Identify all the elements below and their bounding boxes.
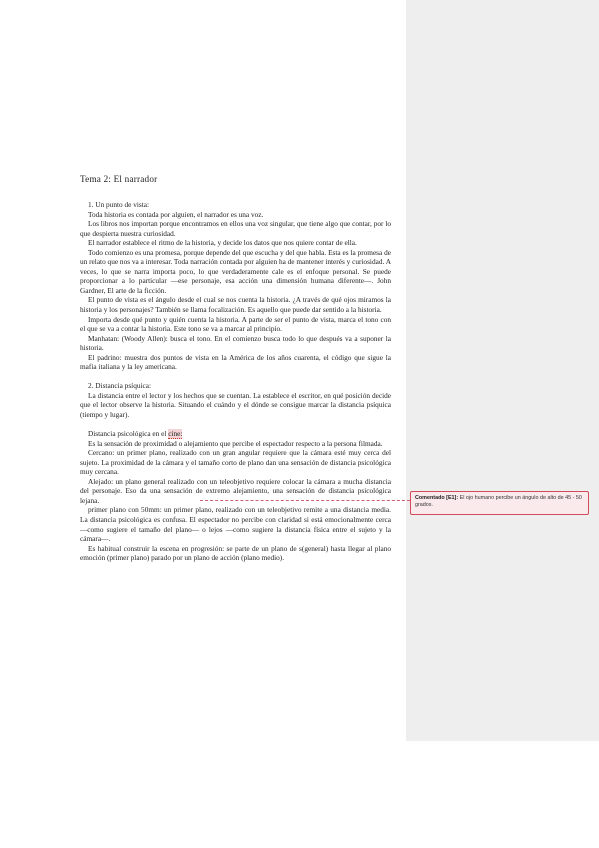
paragraph: Toda historia es contada por alguien, el narrador es una voz. [88, 209, 264, 219]
section-heading [80, 429, 391, 439]
section-heading: 2. Distancia psíquica: [88, 381, 152, 391]
paragraph: primer plano con 50mm: un primer plano, realizado con un teleobjetivo remite a una distancia media. La distancia psicológica es confusa. El espectador no percibe con claridad si está emocionalmente cerca —como sugiere el tamaño del plano— o lejos —como sugiere la distancia física entre el sujeto y la cámara—. [80, 505, 391, 544]
paragraph: Cercano: un primer plano, realizado con un gran angular requiere que la cámara esté muy cerca del sujeto. La proximidad de la cámara y el tamaño corto de plano dan una sensación de distancia psicológica muy cercana. [80, 448, 391, 477]
paragraph: El punto de vista es el ángulo desde el cual se nos cuenta la historia. ¿A través de qué ojos miramos la historia y los personajes? También se llama focalización. Es aquello que puede dar sentido a la historia. [80, 295, 391, 315]
comment-text: El ojo humano percibe un ángulo de alto de 45 - 50 grados. [415, 495, 582, 508]
comment-label: Comentado [E1]: [415, 495, 459, 501]
comment-margin-pane [406, 0, 599, 741]
section-heading: 1. Un punto de vista: [88, 200, 150, 209]
paragraph: El padrino: muestra dos puntos de vista en la América de los años cuarenta, el código que sigue la mafia italiana y la ley americana. [80, 352, 391, 372]
paragraph: Importa desde qué punto y quién cuenta la historia. A parte de ser el punto de vista, marca el tono con el que se va a contar la historia. Este tono se va a marcar al principio. [80, 314, 391, 334]
paragraph: La distancia entre el lector y los hechos que se cuentan. La establece el escritor, en qué posición decide que el lector observe la historia. Situando el cuándo y el dónde se consigue marcar la distancia psíquica (tiempo y lugar). [80, 390, 391, 419]
commented-text-highlight[interactable]: cine: [168, 429, 183, 439]
paragraph: Los libros nos importan porque encontramos en ellos una voz singular, que tiene algo que contar, por lo que despierta nuestra curiosidad. [80, 219, 391, 238]
comment-connector-line [200, 496, 410, 501]
heading-text: Distancia psicológica en el [88, 429, 169, 439]
paragraph: El narrador establece el ritmo de la historia, y decide los datos que nos quiere contar de ella. [88, 238, 357, 248]
paragraph: Es la sensación de proximidad o alejamiento que percibe el espectador respecto a la persona filmada. [88, 438, 383, 448]
document-page [80, 174, 391, 563]
paragraph: Es habitual construir la escena en progresión: se parte de un plano de s(general) hasta llegar al plano emoción (primer plano) parado por un plano de acción (plano medio). [80, 543, 391, 563]
document-title: Tema 2: El narrador [80, 174, 158, 184]
spacer [80, 420, 391, 430]
paragraph: Alejado: un plano general realizado con un teleobjetivo requiere colocar la cámara a mucha distancia del personaje. Eso da una sensación de extremo alejamiento, una sensación de distancia psicológica lejana. [80, 476, 391, 505]
comment-balloon[interactable] [410, 491, 589, 515]
paragraph: Todo comienzo es una promesa, porque depende del que escucha y del que habla. Esta es la promesa de un relato que nos va a interesar. Toda narración contada por alguien ha de mantener interés y curiosidad. A veces, lo que se narra importa poco, lo que verdaderamente cale es el enfoque personal. Se puede proporcionar a lo particular —ese personaje, esa acción una dimensión humana diferente—. John Gardner, El arte de la ficción. [80, 247, 391, 295]
spacer [80, 372, 391, 382]
paragraph: Manhatan: (Woody Allen): busca el tono. En el comienzo busca todo lo que después va a suponer la historia. [80, 333, 391, 353]
